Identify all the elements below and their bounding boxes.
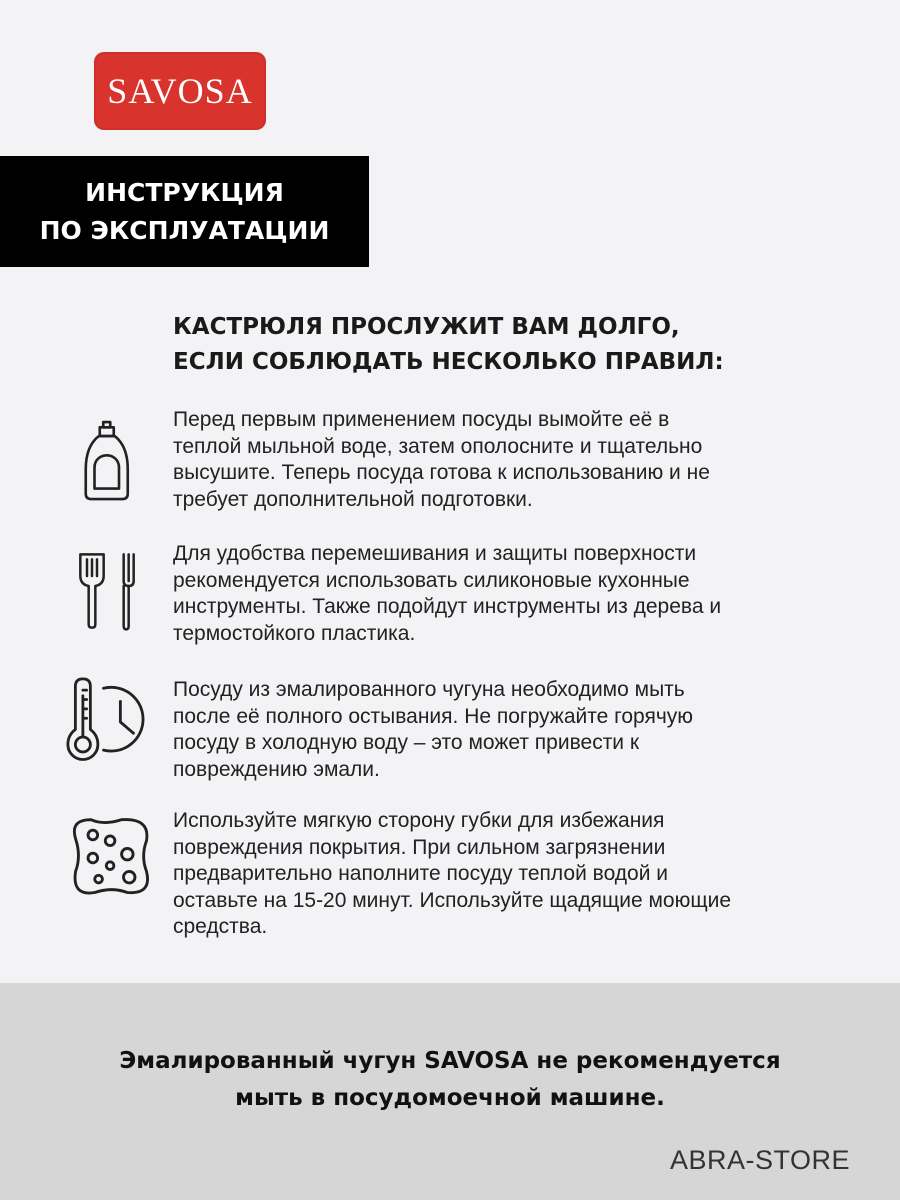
headline-line-2: ЕСЛИ СОБЛЮДАТЬ НЕСКОЛЬКО ПРАВИЛ:: [173, 349, 724, 375]
sponge-icon: [66, 812, 158, 904]
kitchen-utensils-icon: [72, 543, 152, 639]
thermometer-clock-icon: [66, 677, 156, 767]
rule-line: рекомендуется использовать силиконовые кухонные: [173, 568, 690, 592]
rule-line: после её полного остывания. Не погружайте горячую: [173, 704, 694, 728]
logo-text: SAVOSA: [107, 71, 253, 111]
banner-line-1: ИНСТРУКЦИЯ: [85, 177, 284, 207]
rule-line: теплой мыльной воде, затем ополосните и тщательно: [173, 434, 703, 458]
rule-line: термостойкого пластика.: [173, 621, 416, 645]
warning-line: Эмалированный чугун SAVOSA не рекомендуется: [119, 1048, 781, 1074]
warning-line: мыть в посудомоечной машине.: [235, 1085, 665, 1111]
rule-line: Перед первым применением посуды вымойте её в: [173, 408, 670, 431]
headline: [173, 310, 873, 380]
headline-line-1: КАСТРЮЛЯ ПРОСЛУЖИТ ВАМ ДОЛГО,: [173, 314, 680, 340]
rule-line: Посуду из эмалированного чугуна необходимо мыть: [173, 678, 685, 701]
rule-line: повреждения покрытия. При сильном загрязнении: [173, 835, 666, 859]
savosa-logo: [94, 52, 266, 130]
rule-line: инструменты. Также подойдут инструменты из дерева и: [173, 595, 722, 618]
rule-line: высушите. Теперь посуда готова к использованию и не: [173, 461, 710, 484]
rule-line: средства.: [173, 915, 268, 938]
rule-line: требует дополнительной подготовки.: [173, 487, 533, 511]
rule-line: Используйте мягкую сторону губки для избежания: [173, 809, 665, 832]
rule-line: повреждению эмали.: [173, 757, 380, 781]
rule-text: [173, 677, 863, 783]
dishwasher-warning: [0, 1043, 900, 1117]
instruction-banner: [0, 156, 369, 267]
rule-text: [173, 541, 863, 647]
rule-text: [173, 808, 863, 941]
store-watermark: ABRA-STORE: [669, 1145, 850, 1175]
rule-text: [173, 407, 863, 513]
footer-panel: [0, 983, 900, 1200]
detergent-bottle-icon: [70, 407, 154, 507]
banner-line-2: ПО ЭКСПЛУАТАЦИИ: [39, 215, 330, 245]
rule-line: предварительно наполните посуду теплой водой и: [173, 862, 669, 885]
rule-line: Для удобства перемешивания и защиты поверхности: [173, 542, 697, 565]
rule-line: оставьте на 15-20 минут. Используйте щадящие моющие: [173, 888, 732, 912]
rule-line: посуду в холодную воду – это может привести к: [173, 731, 640, 754]
